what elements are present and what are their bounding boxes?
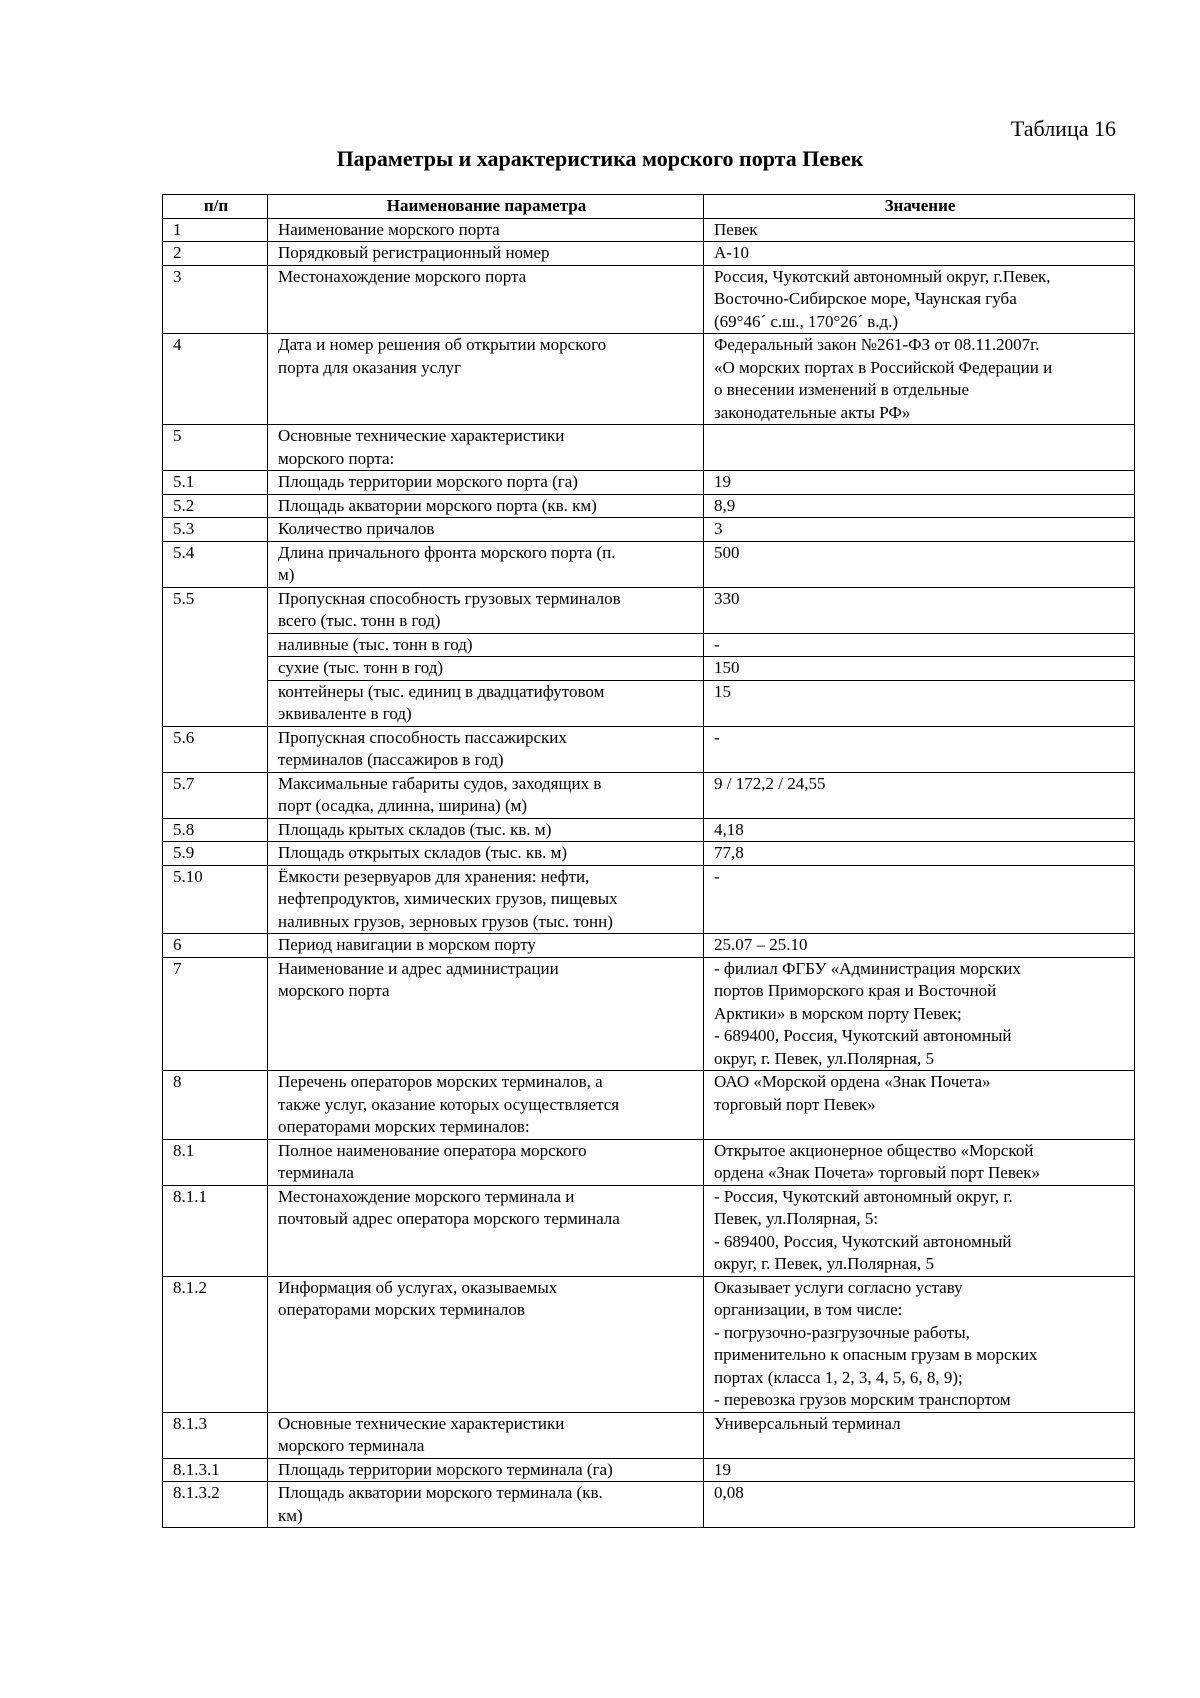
parameter-name — [268, 1458, 704, 1482]
table-row — [163, 1185, 1135, 1276]
parameter-value-line: 19 — [714, 472, 731, 491]
parameter-name-line: Количество причалов — [278, 519, 435, 538]
parameter-value-line: - 689400, Россия, Чукотский автономный — [714, 1026, 1012, 1045]
parameter-name-line: операторами морских терминалов — [278, 1300, 525, 1319]
table-row — [163, 334, 1135, 425]
table-row — [163, 657, 1135, 681]
parameter-value-line: 19 — [714, 1459, 731, 1479]
parameter-name-line: Информация об услугах, оказываемых — [278, 1277, 558, 1297]
parameter-name-line: Площадь территории морского порта (га) — [278, 472, 578, 491]
table-row — [163, 726, 1135, 772]
parameter-value-line: организации, в том числе: — [714, 1300, 903, 1319]
parameter-name — [268, 1139, 704, 1185]
parameters-table — [162, 194, 1135, 1528]
parameter-value-line: портах (класса 1, 2, 3, 4, 5, 6, 8, 9); — [714, 1367, 963, 1387]
parameter-name-line: Местонахождение морского терминала и — [278, 1186, 575, 1206]
table-row — [163, 587, 1135, 633]
parameter-name — [268, 541, 704, 587]
parameter-name — [268, 265, 704, 334]
parameter-name — [268, 425, 704, 471]
row-number: 2 — [163, 242, 268, 266]
row-number: 8.1.3.2 — [163, 1482, 268, 1528]
column-header-number: п/п — [163, 195, 268, 219]
table-row — [163, 494, 1135, 518]
parameter-name-line: Перечень операторов морских терминалов, а — [278, 1072, 603, 1091]
parameter-value-line: о внесении изменений в отдельные — [714, 380, 969, 399]
parameter-name-line: нефтепродуктов, химических грузов, пищевых — [278, 889, 618, 908]
table-row — [163, 934, 1135, 958]
parameter-name-line: Пропускная способность пассажирских — [278, 727, 567, 747]
parameter-value-line: Восточно-Сибирское море, Чаунская губа — [714, 289, 1017, 308]
parameter-name-line: Площадь акватории морского порта (кв. км) — [278, 495, 597, 515]
row-number: 8.1.1 — [163, 1185, 268, 1276]
parameter-value — [704, 265, 1135, 334]
parameter-name-line: Дата и номер решения об открытии морского — [278, 335, 607, 354]
parameter-value — [704, 587, 1135, 633]
parameter-name-line: Пропускная способность грузовых терминалов — [278, 588, 621, 608]
parameter-value — [704, 1482, 1135, 1528]
row-number: 8 — [163, 1071, 268, 1140]
parameter-value — [704, 1412, 1135, 1458]
parameter-name-line: Площадь акватории морского терминала (кв. — [278, 1483, 603, 1502]
parameter-value — [704, 541, 1135, 587]
row-number: 5.7 — [163, 772, 268, 818]
parameter-name-line: Ёмкости резервуаров для хранения: нефти, — [278, 866, 590, 886]
row-number: 8.1.3 — [163, 1412, 268, 1458]
table-title: Параметры и характеристика морского порта Певек — [336, 146, 864, 171]
parameter-name — [268, 518, 704, 542]
parameter-value — [704, 1185, 1135, 1276]
parameter-name-line: Наименование и адрес администрации — [278, 958, 559, 978]
table-row — [163, 425, 1135, 471]
parameter-value — [704, 680, 1135, 726]
parameter-value — [704, 1071, 1135, 1140]
parameter-value-line: применительно к опасным грузам в морских — [714, 1345, 1038, 1364]
parameter-value-line: Арктики» в морском порту Певек; — [714, 1003, 962, 1023]
parameter-value — [704, 772, 1135, 818]
parameter-name-line: операторами морских терминалов: — [278, 1117, 530, 1136]
parameter-name — [268, 1482, 704, 1528]
parameter-name-line: м) — [278, 565, 295, 584]
parameter-name-line: также услуг, оказание которых осуществляется — [278, 1094, 620, 1114]
table-row — [163, 957, 1135, 1071]
parameter-value-line: Певек — [714, 219, 758, 239]
table-row — [163, 471, 1135, 495]
table-row — [163, 541, 1135, 587]
table-row — [163, 1458, 1135, 1482]
parameter-value-line: 25.07 – 25.10 — [714, 935, 808, 954]
parameter-name-line: Полное наименование оператора морского — [278, 1140, 587, 1160]
parameter-value-line: ОАО «Морской ордена «Знак Почета» — [714, 1072, 991, 1091]
table-row — [163, 842, 1135, 866]
parameter-name — [268, 818, 704, 842]
parameter-name-line: Порядковый регистрационный номер — [278, 243, 550, 262]
column-header-parameter: Наименование параметра — [268, 195, 704, 219]
parameter-value-line: 8,9 — [714, 495, 736, 515]
row-number: 3 — [163, 265, 268, 334]
parameter-value — [704, 494, 1135, 518]
parameter-value-line: округ, г. Певек, ул.Полярная, 5 — [714, 1254, 935, 1273]
parameter-name-line: контейнеры (тыс. единиц в двадцатифутовом — [278, 681, 605, 701]
table-row — [163, 1139, 1135, 1185]
parameter-name — [268, 587, 704, 633]
parameter-name-line: Длина причального фронта морского порта (п. — [278, 542, 616, 562]
parameter-name-line: Площадь открытых складов (тыс. кв. м) — [278, 843, 568, 862]
table-row — [163, 242, 1135, 266]
parameter-name-line: наливных грузов, зерновых грузов (тыс. тонн) — [278, 911, 613, 931]
parameter-value — [704, 957, 1135, 1071]
parameter-value-line: - — [714, 866, 720, 886]
table-row — [163, 1412, 1135, 1458]
table-row — [163, 818, 1135, 842]
parameter-name — [268, 772, 704, 818]
parameter-value-line: - перевозка грузов морским транспортом — [714, 1390, 1011, 1409]
parameter-value — [704, 818, 1135, 842]
parameter-value — [704, 218, 1135, 242]
parameter-name-line: порта для оказания услуг — [278, 357, 462, 377]
parameter-name — [268, 218, 704, 242]
parameter-value — [704, 726, 1135, 772]
parameter-value — [704, 242, 1135, 266]
parameter-value-line: Россия, Чукотский автономный округ, г.Певек, — [714, 266, 1051, 286]
table-row — [163, 218, 1135, 242]
parameter-value-line: - — [714, 727, 720, 747]
parameter-value-line: Федеральный закон №261-ФЗ от 08.11.2007г. — [714, 335, 1040, 354]
parameter-name — [268, 657, 704, 681]
table-row — [163, 518, 1135, 542]
parameter-name-line: всего (тыс. тонн в год) — [278, 611, 441, 630]
table-row — [163, 1071, 1135, 1140]
parameter-value-line: Певек, ул.Полярная, 5: — [714, 1209, 879, 1228]
parameter-name-line: наливные (тыс. тонн в год) — [278, 634, 473, 654]
table-header-row — [163, 195, 1135, 219]
parameter-name — [268, 334, 704, 425]
parameter-name-line: Наименование морского порта — [278, 219, 500, 239]
parameter-value — [704, 1458, 1135, 1482]
parameter-value — [704, 471, 1135, 495]
row-number: 5.2 — [163, 494, 268, 518]
parameter-name-line: морского порта — [278, 981, 390, 1000]
column-header-value: Значение — [704, 195, 1135, 219]
parameter-value — [704, 842, 1135, 866]
parameter-value-line: 330 — [714, 588, 740, 608]
parameter-name — [268, 957, 704, 1071]
parameter-value — [704, 657, 1135, 681]
table-row — [163, 265, 1135, 334]
parameter-value-line: - 689400, Россия, Чукотский автономный — [714, 1231, 1012, 1251]
parameter-value-line: законодательные акты РФ» — [714, 402, 911, 422]
parameter-name-line: км) — [278, 1505, 303, 1525]
parameter-name-line: Основные технические характеристики — [278, 1413, 565, 1433]
row-number: 6 — [163, 934, 268, 958]
parameter-name — [268, 1276, 704, 1412]
parameter-name-line: Местонахождение морского порта — [278, 266, 527, 286]
parameter-name — [268, 726, 704, 772]
row-number: 5.5 — [163, 587, 268, 726]
row-number: 4 — [163, 334, 268, 425]
table-number: Таблица 16 — [1010, 116, 1116, 141]
parameter-value-line: 150 — [714, 658, 740, 677]
parameter-name-line: терминала — [278, 1163, 354, 1182]
parameter-value-line: - Россия, Чукотский автономный округ, г. — [714, 1186, 1013, 1206]
row-number: 8.1.3.1 — [163, 1458, 268, 1482]
parameter-value — [704, 1276, 1135, 1412]
parameter-value — [704, 865, 1135, 934]
parameter-name-line: терминалов (пассажиров в год) — [278, 750, 504, 769]
row-number: 5.10 — [163, 865, 268, 934]
parameter-name — [268, 1412, 704, 1458]
parameter-value-line: 9 / 172,2 / 24,55 — [714, 773, 826, 793]
table-body — [163, 218, 1135, 1528]
parameter-name — [268, 680, 704, 726]
row-number: 5.3 — [163, 518, 268, 542]
parameter-value-line: 0,08 — [714, 1483, 744, 1502]
row-number: 7 — [163, 957, 268, 1071]
parameter-name-line: морского терминала — [278, 1436, 425, 1455]
parameter-name — [268, 865, 704, 934]
parameter-name — [268, 842, 704, 866]
parameter-name-line: почтовый адрес оператора морского терминала — [278, 1209, 620, 1228]
row-number: 5.6 — [163, 726, 268, 772]
parameter-value-line: - — [714, 634, 720, 654]
parameter-name-line: сухие (тыс. тонн в год) — [278, 658, 444, 677]
parameter-name-line: Максимальные габариты судов, заходящих в — [278, 773, 602, 793]
parameter-value-line: Универсальный терминал — [714, 1413, 901, 1433]
parameter-name-line: Основные технические характеристики — [278, 426, 565, 445]
parameter-value-line: ордена «Знак Почета» торговый порт Певек» — [714, 1163, 1041, 1182]
table-row — [163, 772, 1135, 818]
row-number: 5.4 — [163, 541, 268, 587]
parameter-value-line: - филиал ФГБУ «Администрация морских — [714, 958, 1021, 978]
parameter-value — [704, 334, 1135, 425]
row-number: 5 — [163, 425, 268, 471]
table-row — [163, 865, 1135, 934]
parameter-name — [268, 494, 704, 518]
parameter-name — [268, 1185, 704, 1276]
parameter-value-line: 500 — [714, 542, 740, 562]
parameter-value — [704, 1139, 1135, 1185]
parameter-name-line: эквиваленте в год) — [278, 704, 412, 723]
parameter-value-line: 4,18 — [714, 819, 744, 839]
parameter-value-line: Открытое акционерное общество «Морской — [714, 1140, 1034, 1160]
row-number: 8.1.2 — [163, 1276, 268, 1412]
parameter-value-line: торговый порт Певек» — [714, 1094, 876, 1114]
parameter-value-line: - погрузочно-разгрузочные работы, — [714, 1322, 970, 1342]
parameter-value-line: 15 — [714, 681, 731, 701]
row-number: 5.1 — [163, 471, 268, 495]
row-number: 5.8 — [163, 818, 268, 842]
row-number: 8.1 — [163, 1139, 268, 1185]
parameter-name-line: Период навигации в морском порту — [278, 935, 536, 954]
row-number: 5.9 — [163, 842, 268, 866]
parameter-value-line: А-10 — [714, 243, 749, 262]
parameter-value-line: 3 — [714, 519, 723, 538]
parameter-name-line: морского порта: — [278, 448, 395, 468]
parameter-name — [268, 242, 704, 266]
parameter-value-line: Оказывает услуги согласно уставу — [714, 1277, 963, 1297]
table-row — [163, 1276, 1135, 1412]
parameter-value — [704, 934, 1135, 958]
parameter-name-line: Площадь крытых складов (тыс. кв. м) — [278, 819, 552, 839]
parameter-value — [704, 425, 1135, 471]
row-number: 1 — [163, 218, 268, 242]
parameter-value-line: «О морских портах в Российской Федерации и — [714, 357, 1053, 377]
parameter-value-line: (69°46´ с.ш., 170°26´ в.д.) — [714, 311, 899, 331]
parameter-name — [268, 934, 704, 958]
parameter-name — [268, 471, 704, 495]
parameter-name — [268, 1071, 704, 1140]
table-row — [163, 633, 1135, 657]
parameter-value-line: 77,8 — [714, 843, 744, 862]
table-row — [163, 1482, 1135, 1528]
parameter-value — [704, 518, 1135, 542]
parameter-name — [268, 633, 704, 657]
parameter-value-line: округ, г. Певек, ул.Полярная, 5 — [714, 1048, 935, 1068]
parameter-name-line: порт (осадка, длинна, ширина) (м) — [278, 796, 528, 815]
parameter-value — [704, 633, 1135, 657]
parameter-value-line: портов Приморского края и Восточной — [714, 981, 997, 1000]
parameter-name-line: Площадь территории морского терминала (га) — [278, 1459, 613, 1479]
table-row — [163, 680, 1135, 726]
